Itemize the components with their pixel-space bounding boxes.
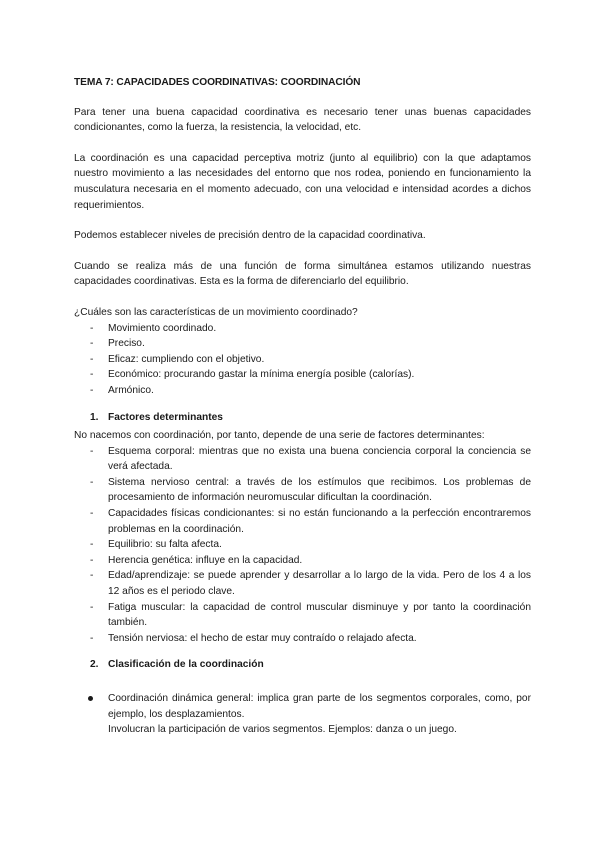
section-number: 1.: [90, 411, 99, 423]
list-item: - Edad/aprendizaje: se puede aprender y desarrollar a lo largo de la vida. Pero de los 4 a los 12 años es el periodo clave.: [90, 570, 531, 598]
dash-marker: -: [90, 570, 94, 582]
list-item: Coordinación dinámica general: implica gran parte de los segmentos corporales, como, por ejemplo, los desplazamientos. Involucran la participación de varios segmentos. Ejemplos: danza o un juego.: [74, 691, 531, 738]
list-item: - Armónico.: [74, 383, 531, 399]
list-item: - Económico: procurando gastar la mínima energía posible (calorías).: [74, 367, 531, 383]
list-item: - Capacidades físicas condicionantes: si no están funcionando a la perfección encontraremos problemas en la coordinación.: [90, 508, 531, 535]
simultaneous-paragraph: Cuando se realiza más de una función de forma simultánea estamos utilizando nuestras capacidades coordinativas. Esta es la forma de diferenciarlo del equilibrio.: [74, 260, 531, 288]
document-page: [74, 75, 531, 738]
list-item: - Equilibrio: su falta afecta.: [74, 537, 531, 553]
dash-marker: -: [90, 632, 94, 644]
list-item: - Preciso.: [74, 336, 531, 352]
dash-marker: -: [90, 369, 94, 381]
list-item: - Movimiento coordinado.: [74, 321, 531, 337]
page-title: TEMA 7: CAPACIDADES COORDINATIVAS: COORDINACIÓN: [74, 77, 361, 88]
section-heading-clasificacion: 2. Clasificación de la coordinación: [74, 657, 531, 673]
list-item: - Tensión nerviosa: el hecho de estar muy contraído o relajado afecta.: [74, 631, 531, 647]
dash-marker: -: [90, 384, 94, 396]
intro-paragraph: Para tener una buena capacidad coordinativa es necesario tener unas buenas capacidades condicionantes, como la fuerza, la resistencia, la velocidad, etc.: [74, 106, 531, 134]
dash-marker: -: [90, 322, 94, 334]
section-heading-factores: 1. Factores determinantes: [74, 410, 531, 426]
factores-list: [74, 444, 531, 647]
definition-paragraph: La coordinación es una capacidad perceptiva motriz (junto al equilibrio) con la que adaptamos nuestro movimiento a las necesidades del entorno que nos rodea, poniendo en funcionamiento la musculatura necesaria en el momento adecuado, con una velocidad e intensidad acordes a dichos requerimientos.: [74, 152, 531, 211]
dash-marker: -: [90, 601, 94, 613]
dash-marker: -: [90, 476, 94, 488]
levels-paragraph: Podemos establecer niveles de precisión dentro de la capacidad coordinativa.: [74, 230, 426, 242]
characteristics-list: [74, 321, 531, 399]
dash-marker: -: [90, 338, 94, 350]
dash-marker: -: [90, 508, 94, 520]
dash-marker: -: [90, 445, 94, 457]
clasificacion-list: [74, 691, 531, 738]
dash-marker: -: [90, 554, 94, 566]
list-item: - Sistema nervioso central: a través de los estímulos que recibimos. Los problemas de procesamiento de información neuromuscular dificultan la coordinación.: [90, 476, 531, 504]
section-number: 2.: [90, 659, 99, 671]
list-item: - Fatiga muscular: la capacidad de control muscular disminuye y por tanto la coordinación también.: [90, 601, 531, 629]
dash-marker: -: [90, 353, 94, 365]
list-item: - Esquema corporal: mientras que no exista una buena conciencia corporal la conciencia se verá afectada.: [90, 445, 531, 473]
dash-marker: -: [90, 539, 94, 551]
list-item: - Eficaz: cumpliendo con el objetivo.: [74, 352, 531, 368]
list-item: - Herencia genética: influye en la capacidad.: [74, 553, 531, 569]
bullet-icon: [88, 696, 93, 701]
factores-intro: No nacemos con coordinación, por tanto, depende de una serie de factores determinantes:: [74, 430, 485, 442]
characteristics-question: ¿Cuáles son las características de un movimiento coordinado?: [74, 306, 358, 318]
